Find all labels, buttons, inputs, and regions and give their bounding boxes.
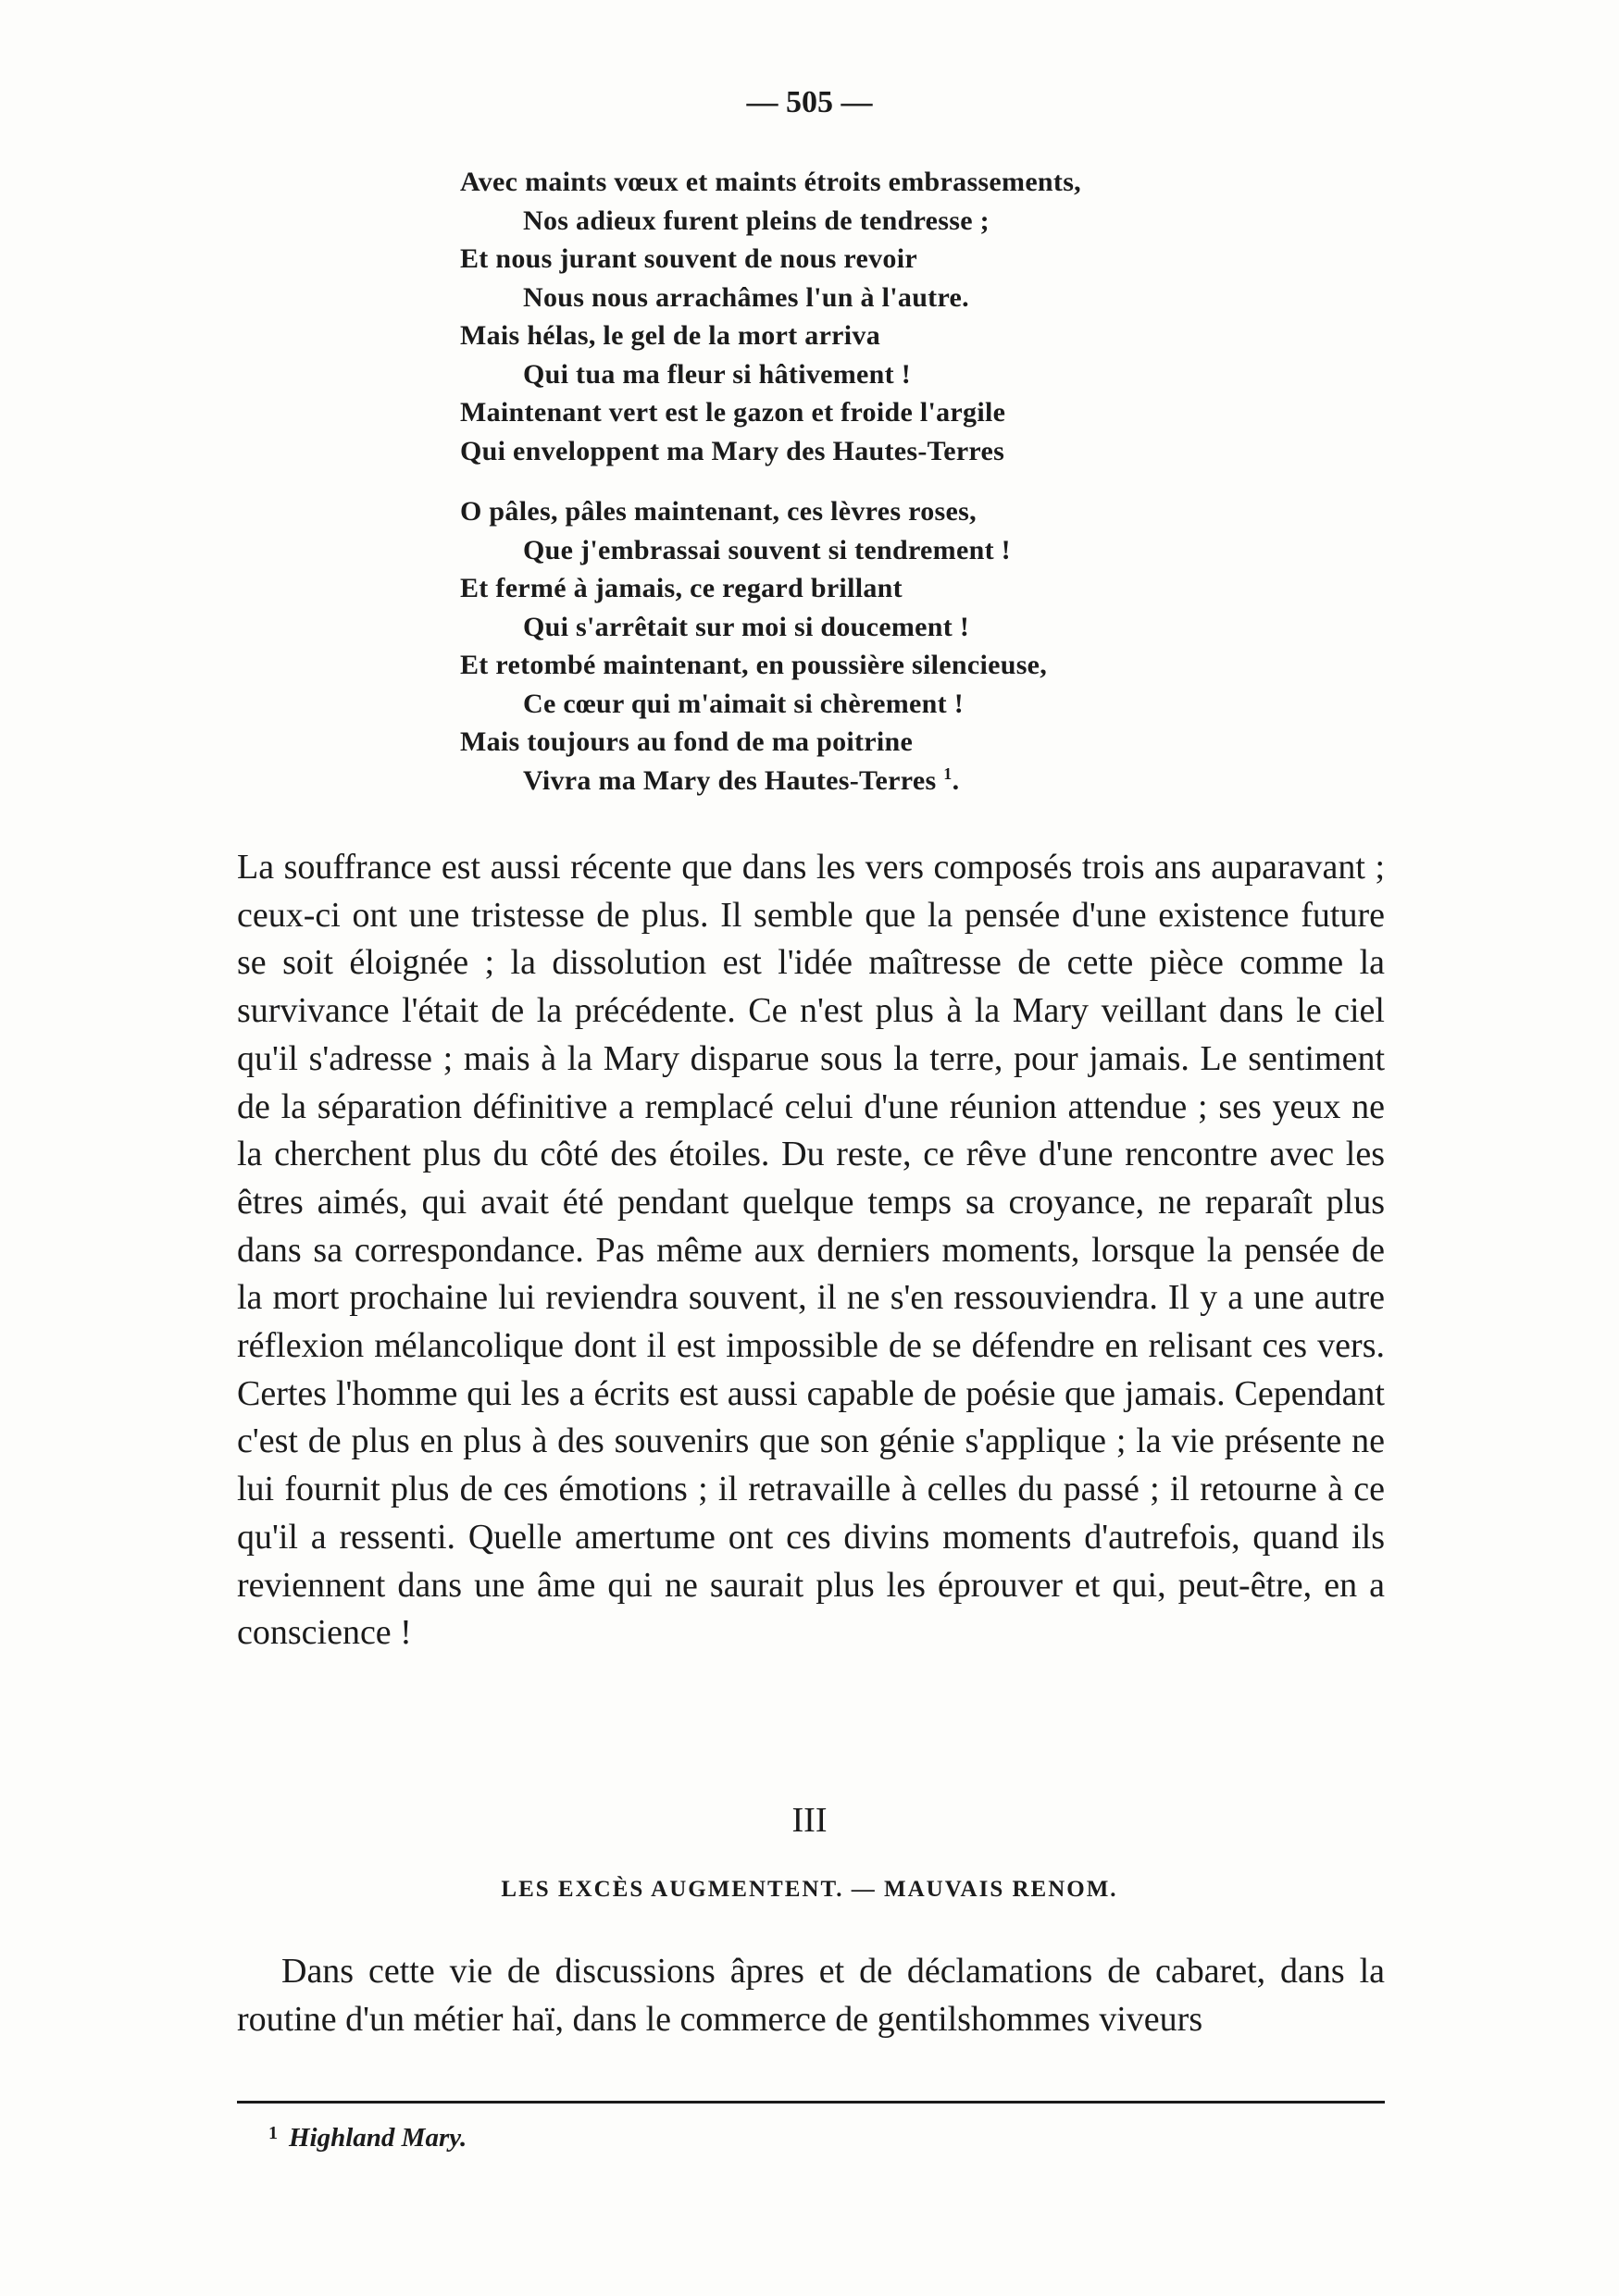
body-paragraph-2: Dans cette vie de discussions âpres et de déclamations de cabaret, dans la routine d'un métier haï, dans le commerce de gentilshommes viveurs (237, 1952, 1385, 2039)
poem-line: Qui s'arrêtait sur moi si doucement ! (523, 611, 970, 642)
poem-line: O pâles, pâles maintenant, ces lèvres roses, (460, 496, 977, 527)
poem-line-text: Vivra ma Mary des Hautes-Terres (523, 764, 937, 796)
poem-line: Mais hélas, le gel de la mort arriva (460, 320, 881, 351)
poem-stanza-1 (460, 163, 1386, 470)
poem (460, 163, 1386, 800)
section-title: LES EXCÈS AUGMENTENT. — MAUVAIS RENOM. (501, 1877, 1118, 1902)
poem-line: Que j'embrassai souvent si tendrement ! (523, 534, 1011, 565)
footnote-reference: 1 (943, 763, 953, 783)
section-number: III (791, 1801, 828, 1840)
poem-line-last: Vivra ma Mary des Hautes-Terres $^1$. (523, 763, 960, 796)
poem-stanza-2 (460, 492, 1386, 800)
footnote (268, 2123, 467, 2153)
footnote-text: Highland Mary. (289, 2123, 467, 2153)
footnote-divider (237, 2101, 1385, 2104)
page-number: — 505 — (746, 85, 873, 119)
poem-line: Et nous jurant souvent de nous revoir (460, 243, 917, 274)
body-paragraph: La souffrance est aussi récente que dans les vers composés trois ans auparavant ; ceux-ci ont une tristesse de plus. Il semble que la pensée d'une existence future se soit éloignée ; la dissolution est l'idée maîtresse de cette pièce comme la survivance l'était de la précédente. Ce n'est plus à la Mary veillant dans le ciel qu'il s'adresse ; mais à la Mary disparue sous la terre, pour jamais. Le sentiment de la séparation définitive a remplacé celui d'une réunion attendue ; ses yeux ne la cherchent plus du côté des étoiles. Du reste, ce rêve d'une rencontre avec les êtres aimés, qui avait été pendant quelque temps sa croyance, ne reparaît plus dans sa correspondance. Pas même aux derniers moments, lorsque la pensée de la mort prochaine lui reviendra souvent, il ne s'en ressouviendra. Il y a une autre réflexion mélancolique dont il est impossible de se défendre en relisant ces vers. Certes l'homme qui les a écrits est aussi capable de poésie que jamais. Cependant c'est de plus en plus à des souvenirs que son génie s'applique ; la vie présente ne lui fournit plus de ces émotions ; il retravaille à celles du passé ; il retourne à ce qu'il a ressenti. Quelle amertume ont ces divins moments d'autrefois, quand ils reviennent dans une âme qui ne saurait plus les éprouver et qui, peut-être, en a conscience ! (237, 848, 1385, 1653)
poem-line: Et fermé à jamais, ce regard brillant (460, 573, 903, 603)
poem-line: Mais toujours au fond de ma poitrine (460, 726, 914, 757)
poem-line: Nous nous arrachâmes l'un à l'autre. (523, 281, 969, 313)
footnote-marker: 1 (268, 2123, 278, 2143)
poem-line: Et retombé maintenant, en poussière silencieuse, (460, 650, 1048, 680)
poem-line: Qui enveloppent ma Mary des Hautes-Terres (460, 435, 1005, 466)
poem-line: Nos adieux furent pleins de tendresse ; (523, 205, 990, 236)
poem-line: Maintenant vert est le gazon et froide l'argile (460, 397, 1006, 428)
poem-line: Ce cœur qui m'aimait si chèrement ! (523, 688, 964, 719)
poem-line: Qui tua ma fleur si hâtivement ! (523, 358, 912, 390)
poem-line: Avec maints vœux et maints étroits embrassements, (460, 167, 1081, 197)
